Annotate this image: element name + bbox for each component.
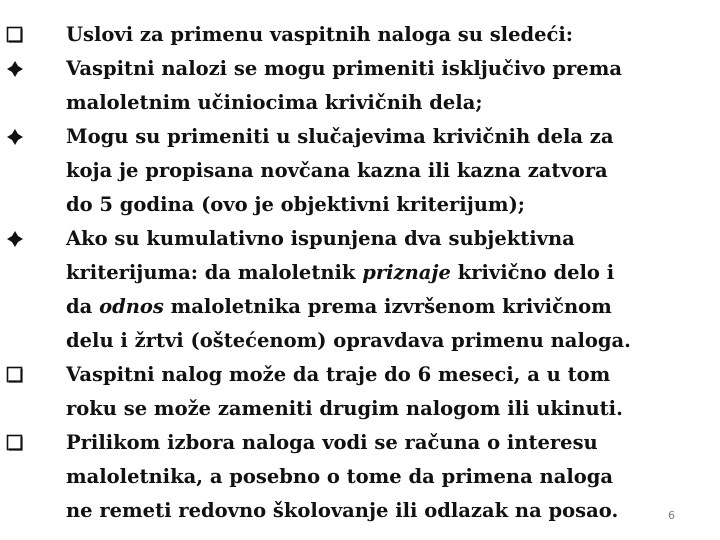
diamond-bullet-icon (6, 222, 62, 256)
bullet-line (66, 426, 711, 460)
line-text: maloletnim učiniocima krivičnih dela; (66, 91, 483, 114)
emphasis-text: odnos (99, 295, 164, 318)
line-text: Mogu su primeniti u slučajevima krivičnih dela za (66, 125, 614, 148)
bullet-line (66, 18, 711, 52)
bullet-item (6, 426, 711, 528)
bullet-line (66, 460, 711, 494)
bullet-line (66, 120, 711, 154)
line-text: kriterijuma: da maloletnik (66, 261, 363, 284)
line-text: roku se može zameniti drugim nalogom ili ukinuti. (66, 397, 623, 420)
bullet-item (6, 120, 711, 222)
line-text: da (66, 295, 100, 318)
bullet-line (66, 86, 711, 120)
bullet-line (66, 154, 711, 188)
bullet-line (66, 290, 711, 324)
bullet-line (66, 324, 711, 358)
bullet-line (66, 52, 711, 86)
bullet-line (66, 494, 711, 528)
bullet-line (66, 256, 711, 290)
square-bullet-icon (6, 18, 62, 52)
line-text: koja je propisana novčana kazna ili kazna zatvora (66, 159, 608, 182)
bullet-line (66, 222, 711, 256)
line-text: Ako su kumulativno ispunjena dva subjektivna (66, 227, 575, 250)
page-number: 6 (668, 509, 675, 522)
bullet-item (6, 52, 711, 120)
bullet-line (66, 358, 711, 392)
diamond-bullet-icon (6, 52, 62, 86)
emphasis-text: priznaje (362, 261, 451, 284)
line-text: do 5 godina (ovo je objektivni kriterijum); (66, 193, 525, 216)
diamond-bullet-icon (6, 120, 62, 154)
line-text: Vaspitni nalozi se mogu primeniti isključivo prema (66, 57, 622, 80)
bullet-list (6, 18, 711, 528)
square-bullet-icon (6, 358, 62, 392)
line-text: maloletnika prema izvršenom krivičnom (163, 295, 612, 318)
line-text: Vaspitni nalog može da traje do 6 meseci, a u tom (66, 363, 611, 386)
line-text: delu i žrtvi (oštećenom) opravdava primenu naloga. (66, 329, 631, 352)
square-bullet-icon (6, 426, 62, 460)
line-text: krivično delo i (450, 261, 615, 284)
line-text: maloletnika, a posebno o tome da primena naloga (66, 465, 614, 488)
bullet-item (6, 358, 711, 426)
line-text: Uslovi za primenu vaspitnih naloga su sledeći: (66, 23, 574, 46)
line-text: ne remeti redovno školovanje ili odlazak na posao. (66, 499, 619, 522)
bullet-line (66, 188, 711, 222)
line-text: Prilikom izbora naloga vodi se računa o interesu (66, 431, 598, 454)
bullet-item (6, 222, 711, 358)
bullet-item (6, 18, 711, 52)
bullet-line (66, 392, 711, 426)
